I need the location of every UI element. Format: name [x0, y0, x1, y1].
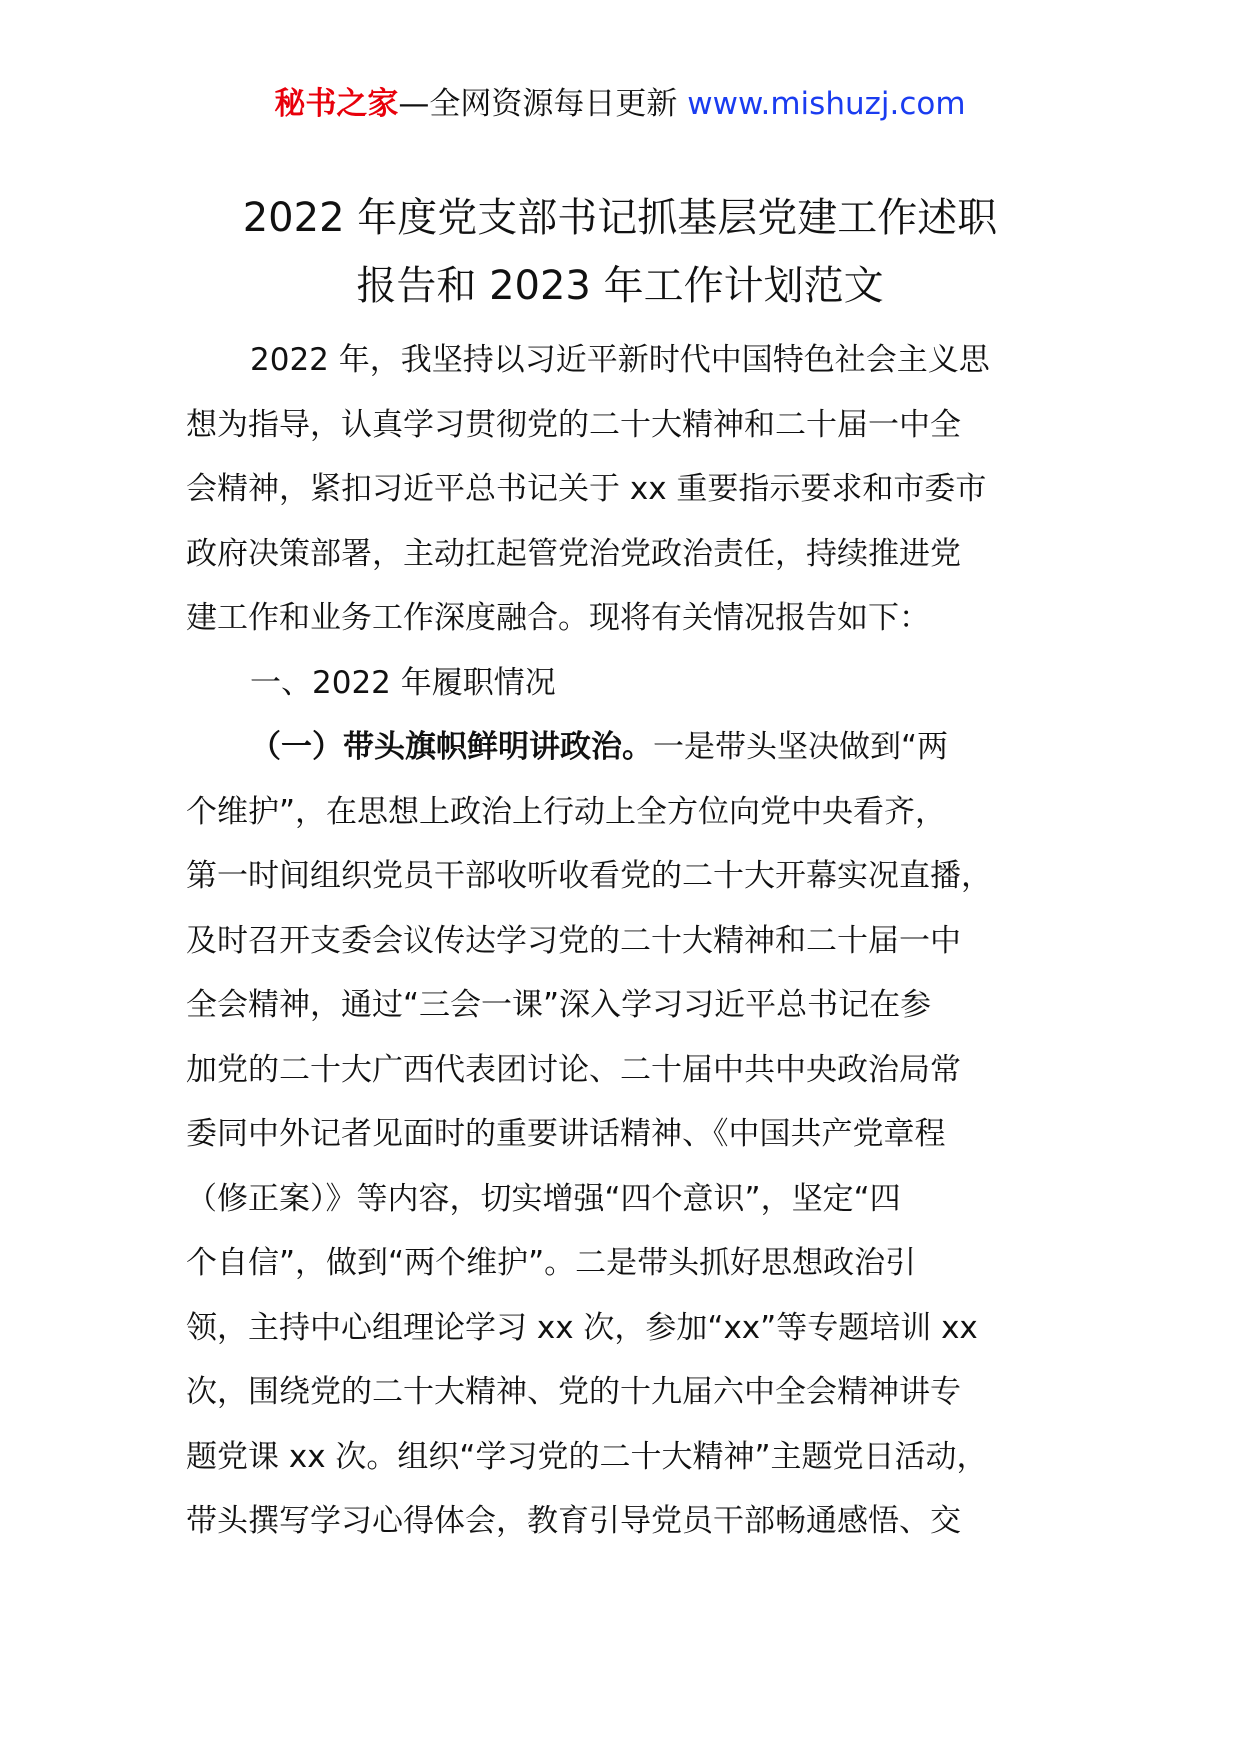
body-line: 想为指导，认真学习贯彻党的二十大精神和二十届一中全 [186, 406, 961, 443]
body-line: 带头撰写学习心得体会，教育引导党员干部畅通感悟、交 [186, 1503, 961, 1539]
body-line: 第一时间组织党员干部收听收看党的二十大开幕实况直播， [186, 858, 992, 894]
body-line: 2022 年，我坚持以习近平新时代中国特色社会主义思 [250, 342, 990, 378]
sub-heading-bold: （一）带头旗帜鲜明讲政治。 [250, 729, 653, 765]
document-title [160, 184, 1080, 320]
sub-heading-rest: 一是带头坚决做到“两 [653, 729, 949, 765]
body-line: 会精神，紧扣习近平总书记关于 xx 重要指示要求和市委市 [186, 471, 987, 507]
body-line: 领，主持中心组理论学习 xx 次，参加“xx”等专题培训 xx [186, 1309, 978, 1346]
body-line: 个自信”，做到“两个维护”。二是带头抓好思想政治引 [186, 1245, 917, 1281]
sub-heading-line [186, 715, 1066, 780]
site-header [0, 84, 1240, 124]
body-line: （修正案）》等内容，切实增强“四个意识”，坚定“四 [186, 1180, 901, 1217]
body-line: 及时召开支委会议传达学习党的二十大精神和二十届一中 [186, 922, 961, 959]
site-url-link[interactable]: www.mishuzj.com [687, 86, 966, 122]
title-line-1: 2022 年度党支部书记抓基层党建工作述职 [242, 195, 998, 241]
body-line: 加党的二十大广西代表团讨论、二十届中共中央政治局常 [186, 1051, 961, 1088]
brand-name: 秘书之家 [274, 86, 399, 122]
title-line-2: 报告和 2023 年工作计划范文 [356, 263, 884, 309]
body-line: 个维护”，在思想上政治上行动上全方位向党中央看齐， [186, 793, 947, 830]
body-line: 全会精神，通过“三会一课”深入学习习近平总书记在参 [186, 987, 932, 1023]
body-line: 题党课 xx 次。组织“学习党的二十大精神”主题党日活动， [186, 1438, 988, 1475]
body-line: 建工作和业务工作深度融合。现将有关情况报告如下： [186, 600, 930, 636]
body-line: 委同中外记者见面时的重要讲话精神、《中国共产党章程 [186, 1116, 946, 1152]
section-heading: 一、2022 年履职情况 [250, 664, 556, 701]
document-body [186, 328, 1066, 1554]
body-line: 政府决策部署，主动扛起管党治党政治责任，持续推进党 [186, 535, 961, 572]
header-tagline: —全网资源每日更新 [398, 86, 688, 122]
body-line: 次，围绕党的二十大精神、党的十九届六中全会精神讲专 [186, 1374, 961, 1410]
